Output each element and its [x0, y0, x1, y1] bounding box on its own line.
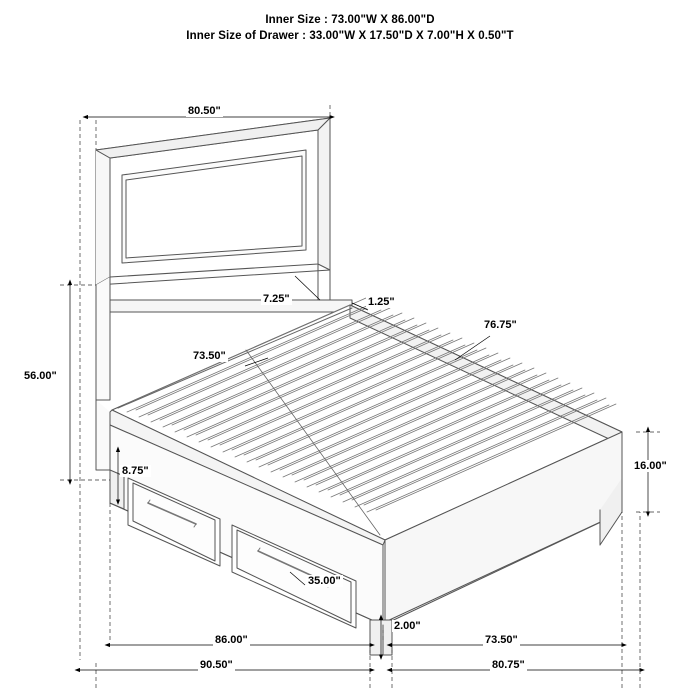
dim-drawer-width: 35.00" — [308, 575, 341, 587]
inner-drawer-size-text: Inner Size of Drawer : 33.00"W X 17.50"D X 7.00"H X 0.50"T — [186, 30, 514, 42]
dim-overall-height: 56.00" — [24, 370, 57, 382]
dim-depth-inner: 86.00" — [215, 634, 248, 646]
dim-side-rail-height: 16.00" — [634, 460, 667, 472]
inner-size-text: Inner Size : 73.00"W X 86.00"D — [265, 14, 435, 26]
dim-top-width: 80.50" — [188, 105, 221, 117]
dim-width-outer: 80.75" — [492, 659, 525, 671]
dim-depth-outer: 90.50" — [200, 659, 233, 671]
dim-clearance: 2.00" — [394, 620, 421, 632]
dim-deck-width: 76.75" — [484, 319, 517, 331]
dim-headboard-panel: 7.25" — [263, 293, 290, 305]
dim-width-inner: 73.50" — [485, 634, 518, 646]
dim-slat-span: 73.50" — [193, 350, 226, 362]
dim-rail-thickness: 1.25" — [368, 296, 395, 308]
dim-drawer-height: 8.75" — [122, 465, 149, 477]
